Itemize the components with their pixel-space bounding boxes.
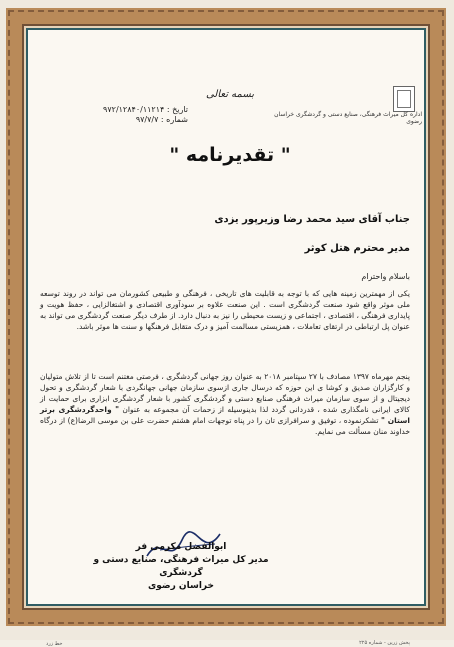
signatory-province: خراسان رضوی xyxy=(148,581,214,592)
paragraph-1: یکی از مهمترین زمینه هایی که با توجه به قابلیت های تاریخی ، فرهنگی و طبیعی کشورمان می تواند در روند توسعه ملی موثر واقع شود صنعت گردشگری است . این صنعت علاوه بر سودآوری اقتصادی و اشتغالزایی ، حفظ هویت و پایداری فرهنگی ، اقتصادی ، اجتماعی و زیست محیطی را نیز به دنبال دارد. از طرف دیگر صنعت گردشگری می تواند به عنوان پل ارتباطی در ارتقای تعاملات ، همزیستی مسالمت آمیز و درک متقابل فرهنگها و سنت ها موثر باشد. xyxy=(40,289,410,332)
number-label: شماره : ۹۷/۷/۷ xyxy=(135,115,188,124)
bismillah: بسمه تعالی xyxy=(205,89,255,100)
certificate-title: " تقدیرنامه " xyxy=(169,144,291,166)
best-tourism-unit-phrase: " واحدگردشگری برتر استان " xyxy=(40,405,411,426)
paragraph-2 xyxy=(40,371,410,438)
certificate-content xyxy=(30,26,422,647)
salutation: باسلام واحترام xyxy=(361,272,410,281)
organization-logo-icon xyxy=(393,86,415,112)
paragraph-2-part-2: تشکرنموده ، توفیق و سرافرازی تان را در پناه توجهات امام هشتم حضرت علی بن موسی الرضا(ع) از درگاه خداوند منان مسألت می نمایم. xyxy=(40,416,410,437)
footer-left: خط زرد xyxy=(46,641,63,647)
date-number-block xyxy=(68,105,188,125)
organization-name: اداره کل میراث فرهنگی، صنایع دستی و گردشگری خراسان رضوی xyxy=(274,111,422,126)
signatory-block xyxy=(86,541,276,593)
footer-right: پخش زرین - شماره ۲۲۵ xyxy=(359,640,410,646)
signatory-name: ابوالفضل مکرمی فر xyxy=(135,542,227,552)
date-label: تاریخ : ۹۷۲/۱۲۸۴۰/۱۱۲۱۴ xyxy=(103,105,188,114)
paragraph-2-part-1: پنجم مهرماه ۱۳۹۷ مصادف با ۲۷ سپتامبر ۲۰۱۸ به عنوان روز جهانی گردشگری ، فرصتی مغتنم است تا از تلاش متولیان و کارگزاران صدیق و کوشا ی این حوزه که درسال جاری ازسوی سازمان جهانی جهانگردی با شعار گردشگری و تحول دیجیتال و از سوی سازمان میراث فرهنگی صنایع دستی و گردشگری کشور با شعار گردشگری ابزاری برای حمایت از کالای ایرانی نامگذاری شده ، قدردانی گردد لذا بدینوسیله از زحمات آن مجموعه به عنوان xyxy=(40,372,411,415)
recipient-name: جناب آقای سید محمد رضا وزیرپور یزدی xyxy=(214,214,410,225)
signatory-title: مدیر کل میراث فرهنگی، صنایع دستی و گردشگری xyxy=(93,555,269,579)
recipient-position: مدیر محترم هتل کوثر xyxy=(304,243,410,254)
